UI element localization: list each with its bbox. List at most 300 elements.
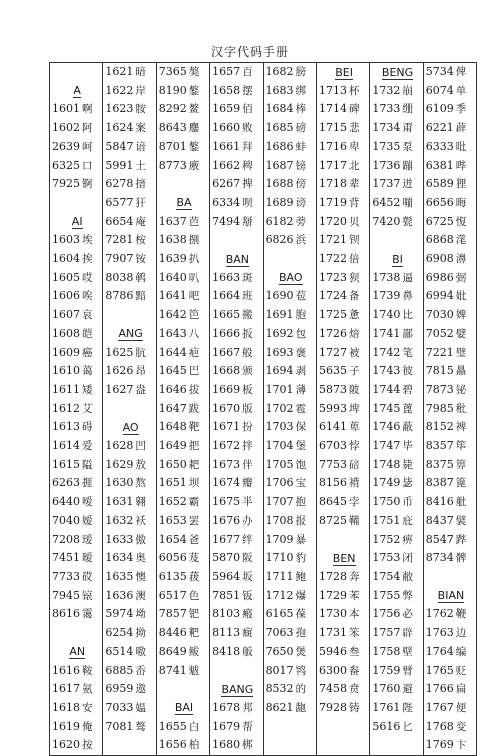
code-entry (210, 624, 263, 643)
code-entry (210, 474, 263, 493)
code-number: 1742 (372, 345, 401, 359)
code-entry (263, 362, 316, 381)
code-entry (316, 119, 369, 138)
code-entry (370, 344, 423, 363)
hanzi-char: 钣 (242, 589, 253, 602)
code-entry (210, 643, 263, 662)
empty-cell (156, 175, 209, 194)
code-number: 1665 (212, 308, 241, 322)
code-entry (156, 474, 209, 493)
code-entry (370, 568, 423, 587)
empty-cell (50, 624, 103, 643)
code-number: 1679 (212, 719, 241, 733)
code-entry (316, 194, 369, 213)
code-number: 8375 (425, 457, 454, 471)
hanzi-char: 惫 (348, 309, 360, 322)
code-number: 8152 (425, 420, 454, 434)
code-number: 1703 (265, 420, 294, 434)
hanzi-char: 捌 (188, 234, 200, 247)
code-entry (316, 213, 369, 232)
empty-cell (370, 231, 423, 250)
pinyin-header (370, 250, 423, 269)
code-number: 5946 (318, 644, 347, 658)
code-entry (316, 624, 369, 643)
code-entry (103, 643, 156, 662)
code-number: 1748 (372, 457, 401, 471)
code-number: 1693 (265, 345, 294, 359)
code-entry (210, 568, 263, 587)
code-number: 6517 (158, 588, 187, 602)
code-number: 6994 (425, 289, 454, 303)
pinyin-header (263, 269, 316, 288)
hanzi-char: 磅 (295, 122, 307, 135)
code-number: 8416 (425, 495, 454, 509)
hanzi-char: 鞍 (82, 664, 93, 677)
code-entry (50, 605, 103, 624)
code-number: 1603 (52, 233, 80, 247)
code-entry (210, 119, 263, 138)
hanzi-char: 肮 (135, 346, 146, 359)
code-entry (210, 699, 263, 718)
code-number: 1682 (265, 65, 294, 78)
code-entry (50, 250, 103, 269)
pinyin-label: BENG (381, 65, 414, 79)
hanzi-char: 岙 (135, 664, 146, 677)
table-row (50, 718, 477, 737)
code-number: 5964 (212, 569, 241, 583)
code-entry (263, 493, 316, 512)
code-number: 1680 (212, 738, 241, 752)
code-number: 7925 (52, 177, 80, 191)
hanzi-char: 安 (82, 701, 93, 714)
code-number: 1706 (265, 476, 294, 490)
code-entry (370, 119, 423, 138)
hanzi-char: 鞭 (455, 608, 467, 621)
table-row (50, 699, 477, 718)
hanzi-char: 扳 (242, 327, 253, 340)
hanzi-char: 懊 (135, 570, 146, 583)
code-number: 1716 (318, 139, 347, 153)
code-number: 1653 (158, 513, 187, 527)
hanzi-char: 阿 (82, 122, 93, 135)
code-entry (423, 194, 476, 213)
hanzi-char: 薜 (455, 122, 467, 135)
code-entry (423, 63, 476, 82)
code-entry (370, 400, 423, 419)
code-entry (156, 587, 209, 606)
code-number: 1683 (265, 83, 294, 97)
code-number: 7208 (52, 532, 80, 546)
table-row (50, 400, 477, 419)
code-number: 7063 (265, 626, 294, 640)
hanzi-char: 褒 (295, 346, 307, 359)
code-entry (263, 587, 316, 606)
code-entry (210, 287, 263, 306)
code-entry (370, 680, 423, 699)
hanzi-char: 贲 (348, 683, 360, 696)
pinyin-label: BEN (332, 551, 356, 565)
code-number: 1631 (105, 495, 134, 509)
table-row (50, 456, 477, 475)
hanzi-char: 毖 (402, 477, 413, 490)
hanzi-char: 八 (188, 327, 200, 340)
hanzi-char: 雹 (295, 402, 307, 415)
hanzi-char: 颁 (242, 365, 253, 378)
code-number: 8532 (265, 682, 294, 696)
code-entry (263, 512, 316, 531)
code-entry (50, 531, 103, 550)
hanzi-char: 傲 (135, 533, 146, 546)
code-number: 1605 (52, 270, 80, 284)
code-entry (210, 362, 263, 381)
hanzi-char: 鲅 (188, 645, 200, 658)
code-number: 1634 (105, 551, 134, 565)
table-row (50, 531, 477, 550)
code-number: 6514 (105, 644, 134, 658)
table-row (50, 381, 477, 400)
code-number: 1694 (265, 364, 294, 378)
code-number: 1762 (425, 607, 454, 621)
code-number: 1750 (372, 495, 401, 509)
hanzi-char: 啊 (82, 103, 93, 116)
code-entry (423, 624, 476, 643)
code-entry (263, 662, 316, 681)
code-number: 8741 (158, 663, 187, 677)
pinyin-label: AO (122, 420, 139, 434)
table-row (50, 662, 477, 681)
code-entry (423, 231, 476, 250)
code-entry (263, 100, 316, 119)
code-number: 5993 (318, 401, 347, 415)
code-number: 1636 (105, 588, 134, 602)
code-entry (210, 157, 263, 176)
code-entry (316, 437, 369, 456)
hanzi-char: 煲 (295, 645, 307, 658)
hanzi-char: 毕 (402, 440, 413, 453)
pinyin-label: BA (176, 196, 192, 210)
code-number: 1764 (425, 644, 454, 658)
code-entry (50, 269, 103, 288)
code-entry (210, 400, 263, 419)
hanzi-char: 哎 (82, 271, 93, 284)
table-row (50, 736, 477, 755)
code-number: 7753 (318, 457, 347, 471)
code-number: 6440 (52, 495, 80, 509)
code-entry (423, 100, 476, 119)
hanzi-char: 般 (242, 346, 253, 359)
hanzi-char: 悲 (348, 122, 360, 135)
pinyin-label: BAI (174, 701, 194, 715)
hanzi-char: 箅 (455, 458, 467, 471)
code-entry (156, 325, 209, 344)
code-entry (316, 250, 369, 269)
hanzi-char: 埤 (348, 402, 360, 415)
hanzi-char: 挨 (82, 253, 93, 266)
empty-cell (263, 718, 316, 737)
hanzi-char: 败 (242, 122, 253, 135)
code-number: 1656 (158, 738, 187, 752)
hanzi-char: 岸 (135, 84, 146, 97)
code-number: 1759 (372, 663, 401, 677)
hanzi-char: 邦 (242, 701, 253, 714)
code-number: 8446 (158, 626, 187, 640)
code-number: 8643 (158, 121, 187, 135)
table-row (50, 250, 477, 269)
hanzi-char: 绑 (295, 84, 307, 97)
code-entry (423, 400, 476, 419)
code-number: 7650 (265, 644, 294, 658)
hanzi-char: 背 (348, 196, 360, 209)
pinyin-label: BEI (335, 65, 354, 79)
hanzi-char: 梆 (242, 739, 253, 752)
hanzi-char: 吡 (455, 140, 467, 153)
code-number: 1740 (372, 308, 401, 322)
hanzi-char: 嘣 (402, 196, 413, 209)
code-number: 1622 (105, 83, 134, 97)
table-row (50, 138, 477, 157)
code-number: 1755 (372, 588, 401, 602)
hanzi-char: 孢 (295, 627, 307, 640)
hanzi-char: 扁 (455, 683, 467, 696)
code-number: 1612 (52, 401, 80, 415)
hanzi-char: 瓣 (242, 477, 253, 490)
table-row (50, 362, 477, 381)
hanzi-char: 版 (242, 402, 253, 415)
code-number: 6826 (265, 233, 294, 247)
code-number: 8292 (158, 102, 187, 116)
empty-cell (370, 736, 423, 755)
code-number: 1766 (425, 682, 454, 696)
hanzi-char: 碚 (348, 458, 360, 471)
code-number: 7221 (425, 345, 454, 359)
code-number: 6109 (425, 102, 454, 116)
code-entry (263, 344, 316, 363)
code-number: 1729 (318, 588, 347, 602)
hanzi-char: 鏊 (188, 140, 200, 153)
code-number: 8547 (425, 532, 454, 546)
hanzi-char: 蔼 (82, 365, 93, 378)
code-entry (263, 82, 316, 101)
code-number: 2639 (52, 139, 80, 153)
code-number: 1635 (105, 569, 134, 583)
code-number: 1756 (372, 607, 401, 621)
code-number: 1672 (212, 439, 241, 453)
hanzi-char: 必 (402, 608, 413, 621)
hanzi-char: 宝 (295, 477, 307, 490)
code-entry (423, 325, 476, 344)
code-number: 8418 (212, 644, 241, 658)
code-number: 8190 (158, 83, 187, 97)
hanzi-char: 鞴 (348, 514, 360, 527)
code-number: 6868 (425, 233, 454, 247)
hanzi-char: 哀 (82, 309, 93, 322)
hanzi-char: 秕 (455, 402, 467, 415)
code-number: 1735 (372, 139, 401, 153)
code-entry (156, 493, 209, 512)
code-entry (210, 736, 263, 755)
code-entry (103, 680, 156, 699)
hanzi-char: 把 (188, 440, 200, 453)
hanzi-char: 滗 (455, 234, 467, 247)
code-entry (423, 250, 476, 269)
pinyin-header (316, 63, 369, 82)
hanzi-char: 鼻 (402, 290, 413, 303)
hanzi-char: 碍 (82, 421, 93, 434)
hanzi-char: 跸 (455, 533, 467, 546)
hanzi-char: 愎 (455, 215, 467, 228)
code-entry (210, 194, 263, 213)
code-number: 1630 (105, 476, 134, 490)
hanzi-char: 半 (242, 496, 253, 509)
code-entry (263, 699, 316, 718)
code-number: 1753 (372, 551, 401, 565)
code-number: 1633 (105, 532, 134, 546)
code-entry (370, 418, 423, 437)
code-number: 1623 (105, 102, 134, 116)
table-row (50, 643, 477, 662)
code-number: 1604 (52, 252, 80, 266)
code-number: 1689 (265, 195, 294, 209)
code-number: 1738 (372, 270, 401, 284)
code-number: 6165 (265, 607, 294, 621)
code-number: 1708 (265, 513, 294, 527)
pinyin-header (103, 418, 156, 437)
code-entry (263, 213, 316, 232)
code-number: 1642 (158, 308, 187, 322)
code-entry (263, 437, 316, 456)
hanzi-char: 舭 (455, 496, 467, 509)
hanzi-char: 胺 (135, 103, 146, 116)
hanzi-char: 妣 (455, 290, 467, 303)
pinyin-label: BAN (225, 252, 250, 266)
code-number: 1743 (372, 364, 401, 378)
code-number: 7945 (52, 588, 80, 602)
hanzi-char: 搬 (242, 309, 253, 322)
empty-cell (103, 736, 156, 755)
code-number: 1645 (158, 364, 187, 378)
hanzi-char: 犴 (135, 196, 146, 209)
table-row (50, 269, 477, 288)
table-row (50, 194, 477, 213)
code-number: 1618 (52, 700, 80, 714)
hanzi-char: 嫒 (82, 514, 93, 527)
table-row (50, 157, 477, 176)
code-entry (423, 605, 476, 624)
hanzi-char: 霭 (82, 608, 93, 621)
code-number: 1730 (318, 607, 347, 621)
hanzi-char: 子 (348, 365, 360, 378)
code-number: 6300 (318, 663, 347, 677)
code-number: 1621 (105, 65, 134, 78)
code-number: 1715 (318, 121, 347, 135)
code-number: 7985 (425, 401, 454, 415)
code-entry (103, 381, 156, 400)
hanzi-char: 氨 (82, 683, 93, 696)
code-number: 1733 (372, 102, 401, 116)
hanzi-char: 贔 (455, 365, 467, 378)
hanzi-char: 暧 (82, 552, 93, 565)
hanzi-char: 龅 (295, 701, 307, 714)
code-number: 8649 (158, 644, 187, 658)
code-entry (423, 736, 476, 755)
code-number: 1688 (265, 177, 294, 191)
code-entry (50, 437, 103, 456)
code-entry (370, 213, 423, 232)
hanzi-char: 碑 (348, 103, 360, 116)
code-number: 7033 (105, 700, 134, 714)
hanzi-char: 嬖 (455, 327, 467, 340)
hanzi-char: 艾 (82, 402, 93, 415)
code-number: 8734 (425, 551, 454, 565)
code-entry (370, 718, 423, 737)
code-number: 6333 (425, 139, 454, 153)
hanzi-char: 办 (242, 514, 253, 527)
code-number: 8156 (318, 476, 347, 490)
code-entry (316, 474, 369, 493)
hanzi-char: 庇 (402, 514, 413, 527)
code-entry (156, 269, 209, 288)
empty-cell (103, 306, 156, 325)
code-entry (316, 381, 369, 400)
code-entry (50, 287, 103, 306)
code-number: 1749 (372, 476, 401, 490)
hanzi-char: 迸 (402, 178, 413, 191)
code-entry (50, 344, 103, 363)
hanzi-char: 吧 (188, 290, 200, 303)
code-entry (316, 362, 369, 381)
hanzi-char: 埃 (82, 234, 93, 247)
code-number: 7040 (52, 513, 80, 527)
hanzi-char: 棒 (295, 103, 307, 116)
hanzi-char: 班 (242, 290, 253, 303)
hanzi-char: 砹 (82, 570, 93, 583)
code-number: 6959 (105, 682, 134, 696)
hanzi-char: 铵 (135, 253, 146, 266)
hanzi-char: 菝 (188, 570, 200, 583)
table-row (50, 63, 477, 82)
code-number: 1643 (158, 326, 187, 340)
code-entry (50, 493, 103, 512)
code-number: 1646 (158, 382, 187, 396)
hanzi-char: 饱 (295, 458, 307, 471)
hanzi-char: 北 (348, 159, 360, 172)
hanzi-char: 爆 (295, 589, 307, 602)
code-number: 6381 (425, 158, 454, 172)
code-number: 1648 (158, 420, 187, 434)
code-number: 6263 (52, 476, 80, 490)
code-number: 1702 (265, 401, 294, 415)
code-number: 1760 (372, 682, 401, 696)
code-number: 1660 (212, 121, 241, 135)
hanzi-char: 黯 (135, 290, 146, 303)
table-row (50, 418, 477, 437)
code-entry (210, 213, 263, 232)
code-entry (156, 549, 209, 568)
code-entry (103, 82, 156, 101)
hanzi-char: 暗 (135, 66, 146, 78)
hanzi-char: 婢 (455, 309, 467, 322)
code-entry (316, 400, 369, 419)
hanzi-char: 拌 (242, 440, 253, 453)
code-entry (156, 718, 209, 737)
code-number: 1624 (105, 121, 134, 135)
code-number: 1685 (265, 121, 294, 135)
code-number: 5616 (372, 719, 401, 733)
hanzi-char: 季 (455, 103, 467, 116)
hanzi-char: 筚 (455, 440, 467, 453)
hanzi-char: 板 (242, 383, 253, 396)
code-number: 1639 (158, 252, 187, 266)
